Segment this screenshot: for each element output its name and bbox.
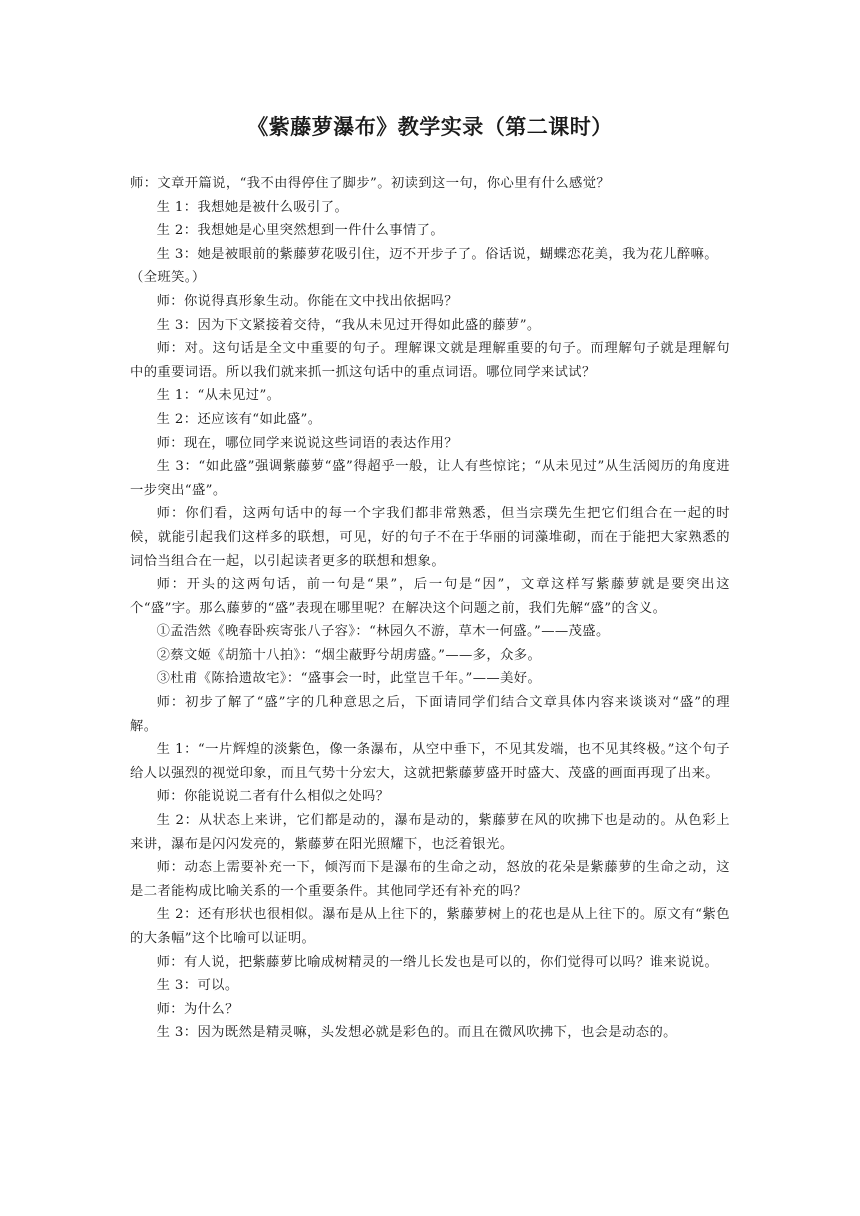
paragraph: 师：初步了解了“盛”字的几种意思之后，下面请同学们结合文章具体内容来谈谈对“盛”的理解。 <box>130 695 730 734</box>
paragraph: ①孟浩然《晚春卧疾寄张八子容》：“林园久不游，草木一何盛。”——茂盛。 <box>156 624 610 640</box>
paragraph: 师：现在，哪位同学来说说这些词语的表达作用？ <box>156 435 458 451</box>
paragraph: ③杜甫《陈拾遗故宅》：“盛事会一时，此堂岂千年。”——美好。 <box>156 671 542 687</box>
paragraph: 师：文章开篇说，“我不由得停住了脚步”。初读到这一句，你心里有什么感觉？ <box>130 176 611 191</box>
paragraph: 师：你们看，这两句话中的每一个字我们都非常熟悉，但当宗璞先生把它们组合在一起的时候，就能引起我们这样多的联想，可见，好的句子不在于华丽的词藻堆砌，而在于能把大家熟悉的词恰当组合在一起，以引起读者更多的联想和想象。 <box>130 506 730 569</box>
paragraph: 师：为什么？ <box>156 1001 239 1017</box>
paragraph: 生 1：“一片辉煌的淡紫色，像一条瀑布，从空中垂下，不见其发端，也不见其终极。”这个句子给人以强烈的视觉印象，而且气势十分宏大，这就把紫藤萝盛开时盛大、茂盛的画面再现了出来。 <box>130 742 730 781</box>
paragraph: 师：你能说说二者有什么相似之处吗？ <box>156 789 390 805</box>
paragraph: 师：动态上需要补充一下，倾泻而下是瀑布的生命之动，怒放的花朵是紫藤萝的生命之动，这是二者能构成比喻关系的一个重要条件。其他同学还有补充的吗？ <box>130 860 730 899</box>
paragraph: 生 2：从状态上来讲，它们都是动的，瀑布是动的，紫藤萝在风的吹拂下也是动的。从色彩上来讲，瀑布是闪闪发亮的，紫藤萝在阳光照耀下，也泛着银光。 <box>130 813 730 852</box>
paragraph: 生 2：还应该有“如此盛”。 <box>156 411 322 427</box>
paragraph: ②蔡文姬《胡笳十八拍》：“烟尘蔽野兮胡虏盛。”——多，众多。 <box>156 647 542 663</box>
paragraph: 生 2：还有形状也很相似。瀑布是从上往下的，紫藤萝树上的花也是从上往下的。原文有“紫色的大条幅”这个比喻可以证明。 <box>130 907 730 946</box>
paragraph: 生 3：可以。 <box>156 978 239 994</box>
paragraph: 生 1：我想她是被什么吸引了。 <box>156 199 349 215</box>
document-body <box>130 172 730 1045</box>
paragraph: 生 3：因为既然是精灵嘛，头发想必就是彩色的。而且在微风吹拂下，也会是动态的。 <box>156 1025 677 1041</box>
paragraph: （全班笑。） <box>130 270 206 286</box>
document-title: 《紫藤萝瀑布》教学实录（第二课时） <box>247 115 613 139</box>
paragraph: 生 3：她是被眼前的紫藤萝花吸引住，迈不开步子了。俗话说，蝴蝶恋花美，我为花儿醉嘛。 <box>156 246 718 262</box>
paragraph: 师：对。这句话是全文中重要的句子。理解课文就是理解重要的句子。而理解句子就是理解句中的重要词语。所以我们就来抓一抓这句话中的重点词语。哪位同学来试试？ <box>130 341 730 380</box>
paragraph: 师：有人说，把紫藤萝比喻成树精灵的一绺儿长发也是可以的，你们觉得可以吗？谁来说说。 <box>156 954 719 970</box>
paragraph: 生 3：因为下文紧接着交待，“我从未见过开得如此盛的藤萝”。 <box>156 317 541 333</box>
paragraph: 师：开头的这两句话，前一句是“果”，后一句是“因”，文章这样写紫藤萝就是要突出这个“盛”字。那么藤萝的“盛”表现在哪里呢？在解决这个问题之前，我们先解“盛”的含义。 <box>130 577 730 616</box>
paragraph: 生 2：我想她是心里突然想到一件什么事情了。 <box>156 223 445 239</box>
paragraph: 师：你说得真形象生动。你能在文中找出依据吗？ <box>156 293 458 309</box>
paragraph: 生 3：“如此盛”强调紫藤萝“盛”得超乎一般，让人有些惊诧；“从未见过”从生活阅历的角度进一步突出“盛”。 <box>130 459 730 498</box>
paragraph: 生 1：“从未见过”。 <box>156 388 281 404</box>
